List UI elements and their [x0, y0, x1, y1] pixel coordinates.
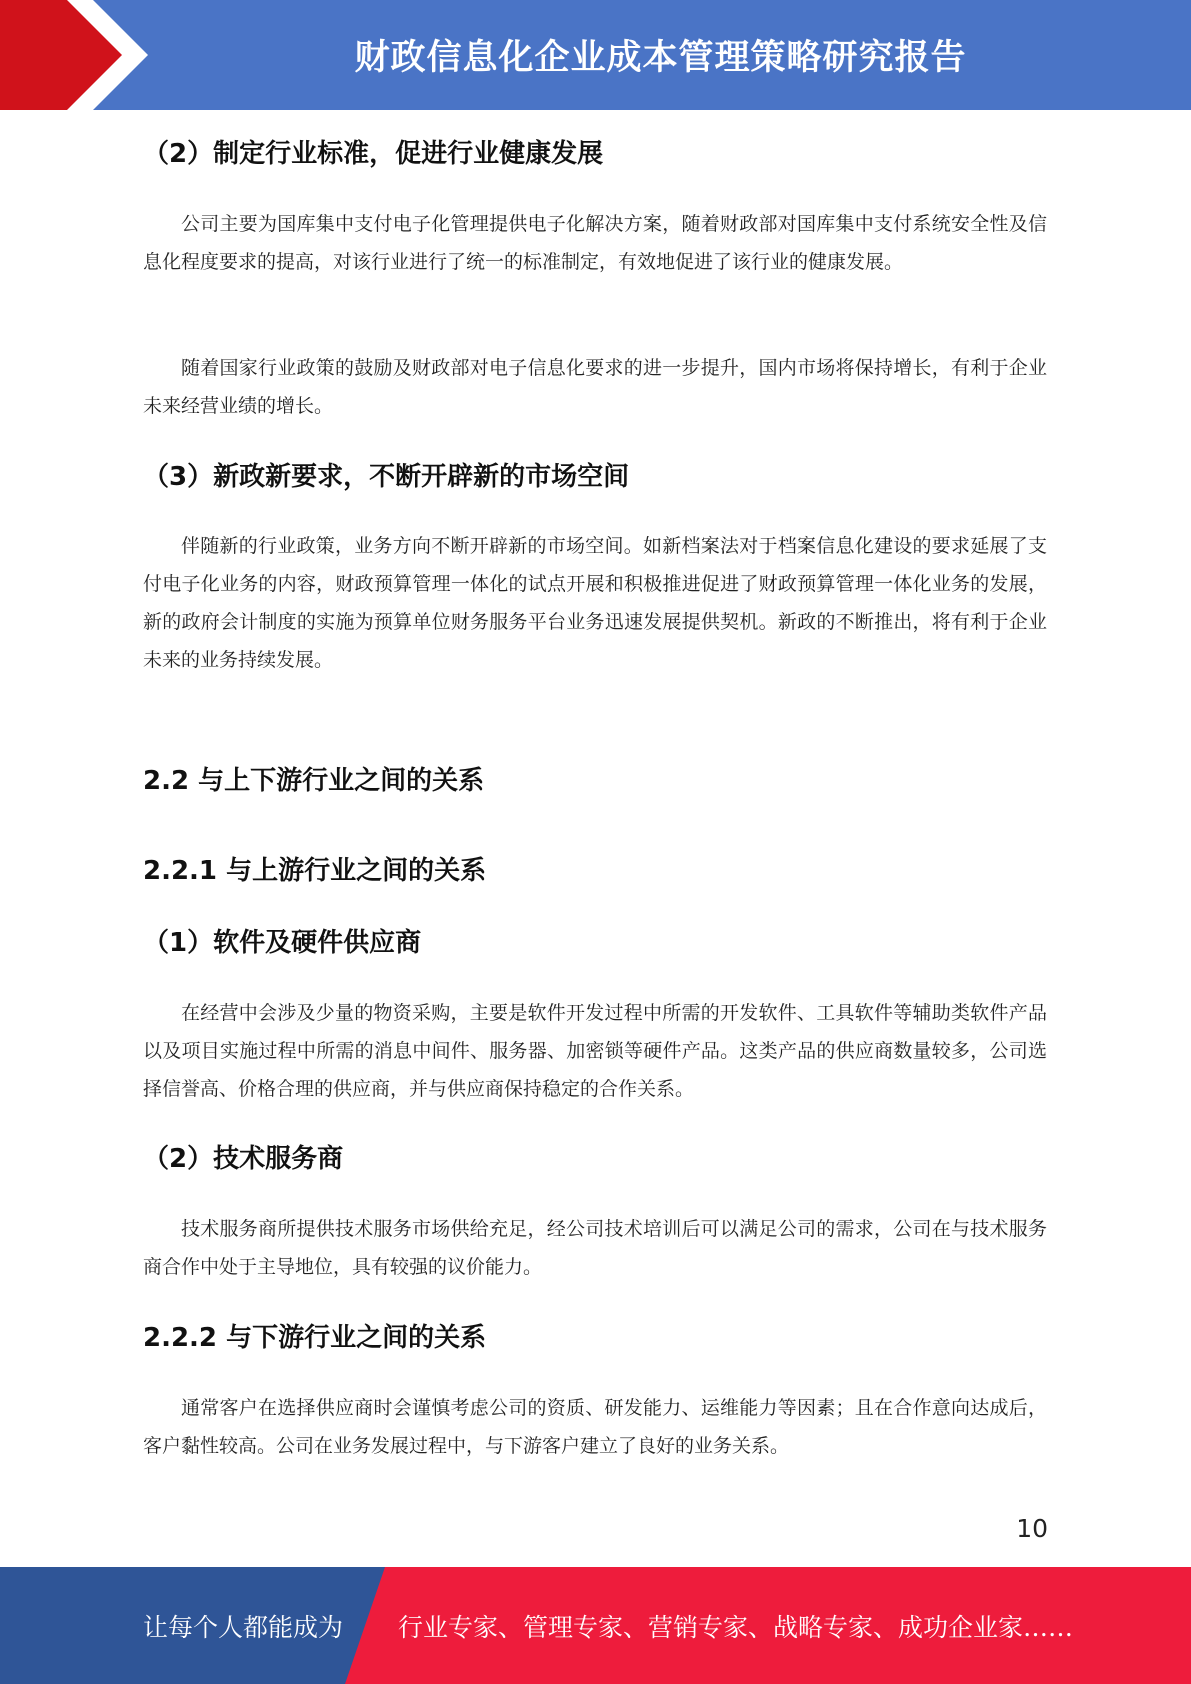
footer-slogan-right: 行业专家、管理专家、营销专家、战略专家、成功企业家……: [398, 1612, 1074, 1642]
heading-industry-standards: （2）制定行业标准，促进行业健康发展: [143, 139, 604, 169]
heading-section-2-2-1: 2.2.1 与上游行业之间的关系: [143, 856, 487, 886]
footer-banner: [0, 1567, 1191, 1684]
footer-slogan-left: 让每个人都能成为: [143, 1612, 344, 1642]
paragraph-new-policy: 伴随新的行业政策，业务方向不断开辟新的市场空间。如新档案法对于档案信息化建设的要求延展了支付电子化业务的内容，财政预算管理一体化的试点开展和积极推进促进了财政预算管理一体化业务的发展，新的政府会计制度的实施为预算单位财务服务平台业务迅速发展提供契机。新政的不断推出，将有利于企业未来的业务持续发展。: [143, 535, 1047, 671]
paragraph-market-growth: 随着国家行业政策的鼓励及财政部对电子信息化要求的进一步提升，国内市场将保持增长，有利于企业未来经营业绩的增长。: [143, 357, 1047, 417]
paragraph-downstream: 通常客户在选择供应商时会谨慎考虑公司的资质、研发能力、运维能力等因素；且在合作意向达成后，客户黏性较高。公司在业务发展过程中，与下游客户建立了良好的业务关系。: [143, 1397, 1047, 1457]
paragraph-tech-service-providers: 技术服务商所提供技术服务市场供给充足，经公司技术培训后可以满足公司的需求，公司在与技术服务商合作中处于主导地位，具有较强的议价能力。: [143, 1218, 1047, 1278]
header-banner: [0, 0, 1191, 110]
heading-tech-service-providers: （2）技术服务商: [143, 1144, 344, 1174]
paragraph-industry-standards: 公司主要为国库集中支付电子化管理提供电子化解决方案，随着财政部对国库集中支付系统安全性及信息化程度要求的提高，对该行业进行了统一的标准制定，有效地促进了该行业的健康发展。: [143, 213, 1047, 273]
header-arrow-decoration: [0, 0, 160, 110]
heading-section-2-2: 2.2 与上下游行业之间的关系: [143, 766, 485, 796]
page-number: 10: [1016, 1514, 1048, 1543]
heading-section-2-2-2: 2.2.2 与下游行业之间的关系: [143, 1323, 487, 1353]
report-title: 财政信息化企业成本管理策略研究报告: [354, 38, 967, 78]
heading-new-policy: （3）新政新要求，不断开辟新的市场空间: [143, 462, 630, 492]
heading-software-hardware-suppliers: （1）软件及硬件供应商: [143, 928, 422, 958]
paragraph-suppliers: 在经营中会涉及少量的物资采购，主要是软件开发过程中所需的开发软件、工具软件等辅助类软件产品以及项目实施过程中所需的消息中间件、服务器、加密锁等硬件产品。这类产品的供应商数量较多，公司选择信誉高、价格合理的供应商，并与供应商保持稳定的合作关系。: [143, 1002, 1047, 1100]
